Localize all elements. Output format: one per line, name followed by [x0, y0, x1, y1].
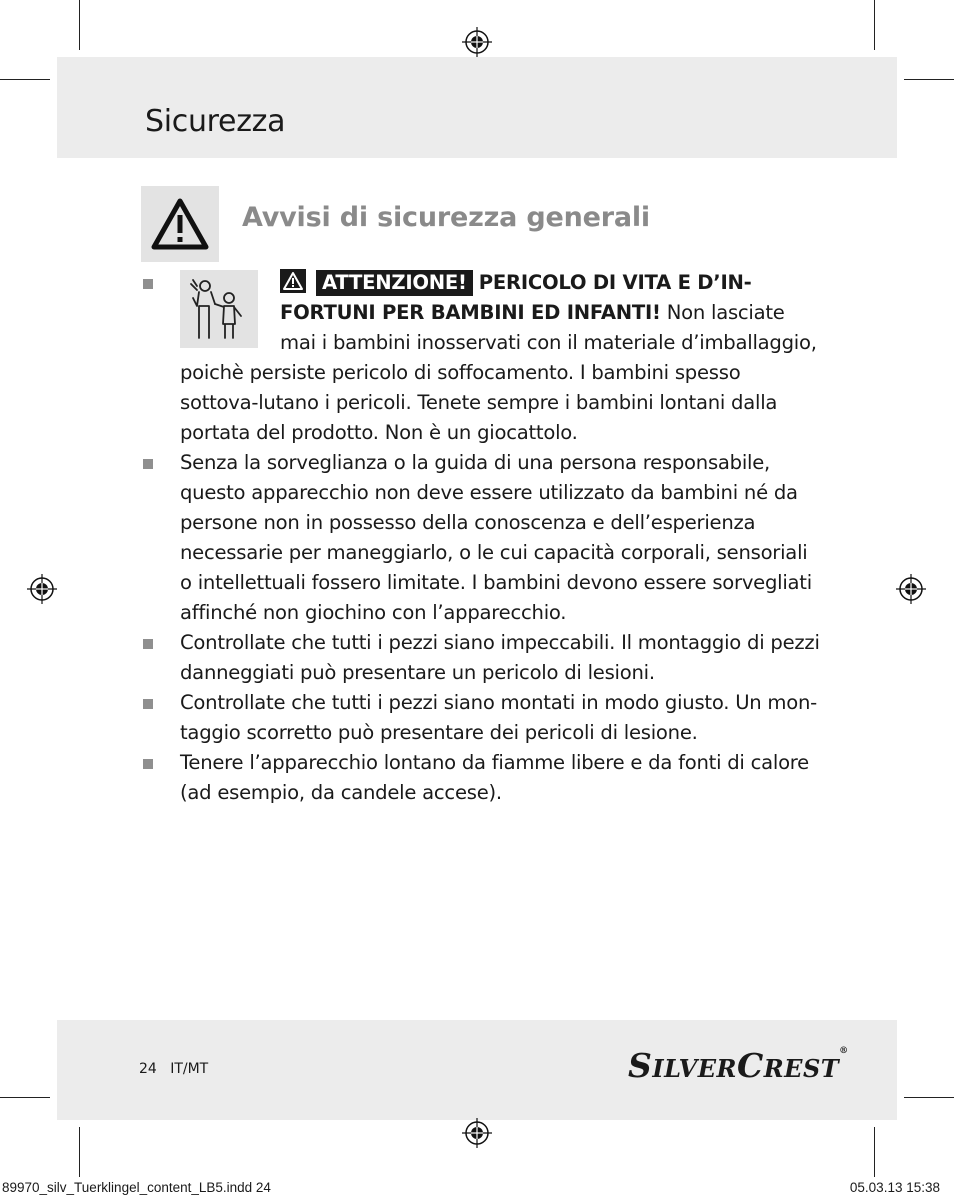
item-text: Non lasciate mai i bambini inosservati con il materiale d’imballaggio, poichè persiste pericolo di soffocamento. I bambini spesso sottova-lutano i pericoli. Tenete sempre i bambini lontani dalla portata del prodotto. Non è un giocattolo.: [180, 301, 817, 444]
bullet-icon: [143, 639, 153, 649]
crop-mark: [79, 1127, 80, 1177]
page-footer: [139, 1061, 208, 1077]
list-item: [141, 448, 821, 628]
page-number: 24: [139, 1061, 157, 1077]
crop-mark: [79, 0, 80, 50]
bullet-icon: [143, 759, 153, 769]
item-text: Tenere l’apparecchio lontano da fiamme libere e da fonti di calore (ad esempio, da candele accese).: [180, 751, 809, 804]
crop-mark: [874, 0, 875, 50]
crop-mark: [0, 1097, 50, 1098]
registration-mark-icon: [27, 574, 57, 604]
list-item: [141, 628, 821, 688]
safety-list: [141, 268, 821, 808]
warning-heading: PERICOLO DI VITA E D’IN-FORTUNI PER BAMBINI ED INFANTI!: [280, 271, 752, 324]
item-text: Controllate che tutti i pezzi siano impeccabili. Il montaggio di pezzi danneggiati può presentare un pericolo di lesioni.: [180, 631, 820, 684]
list-item: [141, 748, 821, 808]
language-code: IT/MT: [170, 1061, 209, 1077]
print-slug-date: 05.03.13 15:38: [849, 1180, 940, 1195]
registration-mark-icon: [896, 574, 926, 604]
page-title: Sicurezza: [145, 104, 286, 139]
list-item: [141, 268, 821, 448]
item-text: Senza la sorveglianza o la guida di una persona responsabile, questo apparecchio non deve essere utilizzato da bambini né da persone non in possesso della conoscenza e dell’esperienza necessarie per maneggiarlo, o le cui capacità corporali, sensoriali o intellettuali fossero limitate. I bambini devono essere sorvegliati affinché non giochino con l’apparecchio.: [180, 451, 812, 624]
crop-mark: [0, 79, 50, 80]
registration-mark-icon: [462, 1118, 492, 1148]
section-subtitle: Avvisi di sicurezza generali: [242, 202, 650, 233]
warning-triangle-icon: [151, 198, 209, 250]
print-slug-file: 89970_silv_Tuerklingel_content_LB5.indd 24: [2, 1180, 271, 1195]
child-hazard-icon: [180, 270, 258, 348]
crop-mark: [904, 79, 954, 80]
item-text: Controllate che tutti i pezzi siano montati in modo giusto. Un mon-taggio scorretto può presentare dei pericoli di lesione.: [180, 691, 817, 744]
crop-mark: [874, 1127, 875, 1177]
list-item: [141, 688, 821, 748]
bullet-icon: [143, 459, 153, 469]
attention-tag: ATTENZIONE!: [316, 270, 473, 296]
bullet-icon: [143, 699, 153, 709]
registration-mark-icon: [462, 27, 492, 57]
warning-box: [141, 186, 219, 262]
warning-small-icon: [280, 269, 306, 293]
bullet-icon: [143, 279, 153, 289]
crop-mark: [904, 1097, 954, 1098]
brand-logo: SILVERCREST®: [628, 1046, 849, 1085]
